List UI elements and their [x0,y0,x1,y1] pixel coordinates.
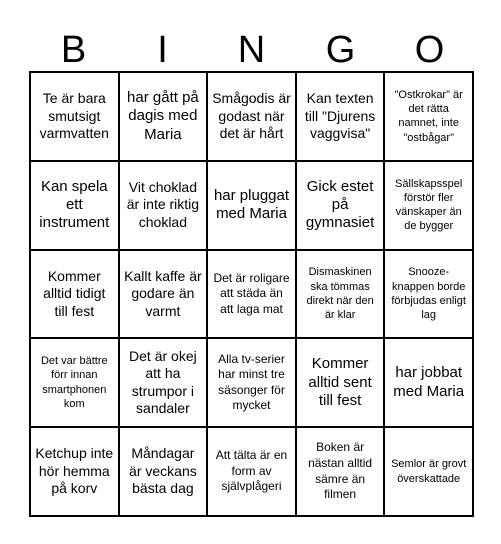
bingo-cell[interactable] [296,250,385,339]
cell-text: Kallt kaffe är godare än varmt [124,267,202,319]
bingo-cell[interactable] [30,250,119,339]
cell-text: "Ostkrokar" är det rätta namnet, inte "ostbågar" [394,88,463,144]
cell-text: Det är roligare att städa än att laga mat [213,270,290,316]
cell-text: Det var bättre förr innan smartphonen kom [40,355,108,411]
bingo-cell[interactable] [30,427,119,516]
bingo-cell[interactable] [384,72,473,161]
header-letter-g: G [325,29,356,71]
bingo-cell[interactable] [384,161,473,250]
cell-text: Kan texten till "Djurens vaggvisa" [304,90,376,142]
cell-text: har gått på dagis med Maria [127,88,199,143]
bingo-cell[interactable] [296,161,385,250]
bingo-header [29,28,474,72]
cell-text: Kommer alltid sent till fest [308,355,372,409]
cell-text: Kommer alltid tidigt till fest [43,267,106,319]
bingo-cell[interactable] [296,72,385,161]
bingo-cell[interactable] [119,427,208,516]
header-letter-i: I [157,29,168,71]
bingo-cell[interactable] [384,427,473,516]
bingo-cell[interactable] [207,427,296,516]
cell-text: Smågodis är godast när det är hårt [212,90,291,142]
cell-text: Semlor är grovt överskattade [391,458,467,485]
cell-text: Det är okej att ha strumpor i sandaler [129,347,197,417]
bingo-cell[interactable] [119,250,208,339]
cell-text: Gick estet på gymnasiet [305,177,375,232]
cell-text: Alla tv-serier har minst tre säsonger för mycket [218,351,285,413]
cell-text: Vit choklad är inte riktig choklad [126,178,200,230]
cell-text: har jobbat med Maria [393,364,465,400]
cell-text: Te är bara smutsigt varmvatten [39,90,109,142]
bingo-cell[interactable] [30,161,119,250]
header-letter-n: N [237,29,266,71]
bingo-cell[interactable] [207,72,296,161]
cell-text: har pluggat med Maria [213,186,290,223]
bingo-cell[interactable] [119,338,208,427]
bingo-cell[interactable] [296,338,385,427]
cell-text: Boken är nästan alltid sämre än filmen [308,440,373,502]
bingo-cell[interactable] [207,161,296,250]
cell-text: Att tälta är en form av självplågeri [215,448,288,494]
bingo-cell[interactable] [384,250,473,339]
bingo-cell[interactable] [30,72,119,161]
bingo-board [29,71,474,517]
header-letter-o: O [414,29,445,71]
bingo-cell[interactable] [207,250,296,339]
cell-text: Snooze-knappen borde förbjudas enligt lag [391,266,466,322]
cell-text: Kan spela ett instrument [39,177,110,232]
cell-text: Ketchup inte hör hemma på korv [35,445,114,497]
bingo-cell[interactable] [119,72,208,161]
bingo-cell[interactable] [207,338,296,427]
header-letter-b: B [60,29,87,71]
cell-text: Dismaskinen ska tömmas direkt när den är klar [306,266,374,322]
cell-text: Måndagar är veckans bästa dag [129,445,197,497]
bingo-cell[interactable] [119,161,208,250]
bingo-cell[interactable] [30,338,119,427]
cell-text: Sällskapsspel förstör fler vänskaper än de bygger [395,177,463,233]
bingo-cell[interactable] [296,427,385,516]
bingo-cell[interactable] [384,338,473,427]
